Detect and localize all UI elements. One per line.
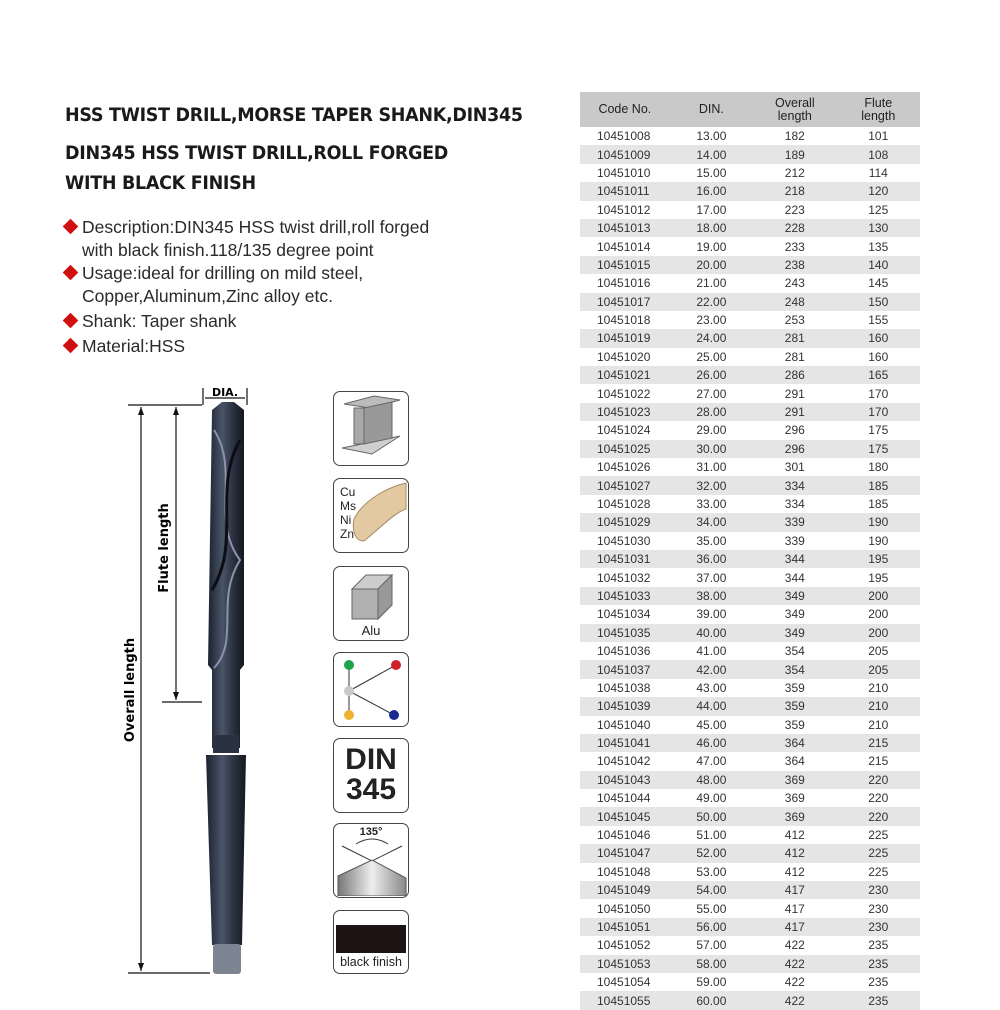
flute-length-cell: 235 [837, 991, 920, 1009]
overall-length-cell: 281 [784, 349, 805, 364]
flute-length-cell: 175 [868, 423, 889, 438]
table-row [580, 936, 920, 954]
code-cell: 10451009 [580, 145, 670, 163]
din-cell: 36.00 [670, 550, 753, 568]
code-cell: 10451033 [580, 587, 670, 605]
table-row [580, 642, 920, 660]
overall-length-cell: 349 [753, 624, 836, 642]
table-row [580, 587, 920, 605]
flute-length-cell: 230 [837, 881, 920, 899]
table-row [580, 182, 920, 200]
flute-length-cell: 185 [868, 497, 889, 511]
table-row [580, 716, 920, 734]
angle-label: 135° [359, 826, 383, 838]
overall-length-cell: 369 [753, 807, 836, 825]
flute-length-cell: 225 [837, 844, 920, 862]
code-cell: 10451032 [597, 570, 651, 585]
table-row [580, 752, 920, 770]
table-row [580, 495, 920, 513]
din-cell: 44.00 [670, 697, 753, 715]
overall-length-cell: 253 [784, 313, 805, 328]
code-cell: 10451026 [597, 460, 651, 475]
overall-length-cell: 212 [784, 165, 805, 180]
code-cell: 10451049 [580, 881, 670, 899]
table-row [580, 219, 920, 237]
din-cell: 27.00 [696, 386, 727, 401]
overall-length-cell: 422 [784, 938, 805, 953]
code-cell: 10451047 [580, 844, 670, 862]
flute-length-cell: 200 [868, 607, 889, 622]
code-cell: 10451013 [580, 219, 670, 237]
din-cell: 30.00 [670, 440, 753, 458]
table-row [580, 440, 920, 458]
overall-length-cell: 422 [784, 975, 805, 990]
flute-length-cell: 235 [868, 938, 889, 953]
header-flute-length: Flute length [837, 92, 920, 127]
din-cell: 20.00 [670, 256, 753, 274]
metal-zn: Zn [340, 527, 355, 541]
flute-length-label: Flute length [157, 503, 172, 593]
overall-length-cell: 339 [784, 533, 805, 548]
alu-label: Alu [361, 623, 381, 638]
din-cell: 51.00 [696, 828, 727, 843]
din-cell: 15.00 [696, 165, 727, 180]
din-cell: 58.00 [670, 955, 753, 973]
code-cell: 10451019 [580, 329, 670, 347]
overall-length-cell: 354 [784, 644, 805, 659]
table-row [580, 844, 920, 862]
flute-length-cell: 195 [837, 550, 920, 568]
metal-ms: Ms [340, 499, 356, 513]
din-number: 345 [345, 773, 397, 806]
table-row [580, 403, 920, 421]
din-cell: 40.00 [670, 624, 753, 642]
flute-length-cell: 145 [868, 276, 889, 291]
din-cell: 25.00 [696, 349, 727, 364]
table-row [580, 899, 920, 917]
table-row [580, 348, 920, 366]
din-cell: 31.00 [696, 460, 727, 475]
code-cell: 10451016 [597, 276, 651, 291]
table-row [580, 881, 920, 899]
table-row [580, 955, 920, 973]
table-row [580, 164, 920, 182]
code-cell: 10451011 [580, 182, 670, 200]
din-cell: 47.00 [696, 754, 727, 769]
din-cell: 21.00 [696, 276, 727, 291]
code-cell: 10451028 [597, 497, 651, 511]
overall-length-cell: 364 [784, 754, 805, 769]
flute-length-cell: 130 [837, 219, 920, 237]
code-cell: 10451050 [597, 901, 651, 916]
code-cell: 10451037 [580, 660, 670, 678]
din-cell: 16.00 [670, 182, 753, 200]
code-cell: 10451053 [580, 955, 670, 973]
table-row [580, 329, 920, 347]
steel-beam-icon [333, 391, 409, 466]
din-cell: 13.00 [696, 129, 727, 144]
code-cell: 10451054 [597, 975, 651, 990]
code-cell: 10451031 [580, 550, 670, 568]
code-cell: 10451022 [597, 386, 651, 401]
metal-list [340, 485, 356, 541]
table-row [580, 605, 920, 623]
code-cell: 10451018 [597, 313, 651, 328]
code-cell: 10451017 [580, 293, 670, 311]
code-cell: 10451029 [580, 513, 670, 531]
din-cell: 43.00 [696, 680, 727, 695]
code-cell: 10451030 [597, 533, 651, 548]
code-cell: 10451051 [580, 918, 670, 936]
table-row [580, 532, 920, 550]
code-cell: 10451038 [597, 680, 651, 695]
table-row [580, 421, 920, 439]
table-row [580, 237, 920, 255]
table-row [580, 734, 920, 752]
overall-length-cell: 344 [753, 550, 836, 568]
din-cell: 45.00 [696, 717, 727, 732]
code-cell: 10451008 [597, 129, 651, 144]
code-cell: 10451023 [580, 403, 670, 421]
overall-length-cell: 417 [784, 901, 805, 916]
bullet-text: Material:HSS [82, 336, 186, 356]
overall-length-cell: 238 [753, 256, 836, 274]
flute-length-cell: 200 [837, 587, 920, 605]
overall-length-cell: 291 [784, 386, 805, 401]
flute-length-cell: 150 [837, 293, 920, 311]
code-cell: 10451039 [580, 697, 670, 715]
bullet-text-cont: with black finish.118/135 degree point [82, 240, 374, 260]
overall-length-cell: 422 [753, 991, 836, 1009]
flute-length-cell: 205 [837, 660, 920, 678]
table-row [580, 789, 920, 807]
din-cell: 39.00 [696, 607, 727, 622]
din-cell: 48.00 [670, 771, 753, 789]
table-header [580, 92, 920, 127]
overall-length-cell: 223 [784, 202, 805, 217]
flute-length-cell: 135 [868, 239, 889, 254]
finish-label: black finish [340, 955, 402, 969]
table-row [580, 366, 920, 384]
flute-length-cell: 175 [837, 440, 920, 458]
code-cell: 10451055 [580, 991, 670, 1009]
flute-length-cell: 235 [837, 955, 920, 973]
din-cell: 29.00 [696, 423, 727, 438]
flute-length-cell: 140 [837, 256, 920, 274]
code-cell: 10451048 [597, 864, 651, 879]
drill-diagram [0, 0, 330, 1000]
overall-length-cell: 422 [753, 955, 836, 973]
overall-length-cell: 412 [753, 844, 836, 862]
code-cell: 10451041 [580, 734, 670, 752]
table-row [580, 568, 920, 586]
table-row [580, 458, 920, 476]
code-cell: 10451014 [597, 239, 651, 254]
flute-length-cell: 205 [868, 644, 889, 659]
overall-length-cell: 412 [784, 828, 805, 843]
code-cell: 10451045 [580, 807, 670, 825]
table-row [580, 807, 920, 825]
title-line-1: HSS TWIST DRILL,MORSE TAPER SHANK,DIN345 [65, 105, 523, 127]
code-cell: 10451012 [597, 202, 651, 217]
overall-length-cell: 359 [784, 680, 805, 695]
bullet-text-cont: Copper,Aluminum,Zinc alloy etc. [82, 286, 333, 306]
flute-length-cell: 170 [837, 403, 920, 421]
point-angle-icon [333, 823, 409, 898]
aluminum-profile-icon [333, 566, 409, 641]
flute-length-cell: 220 [837, 771, 920, 789]
flute-length-cell: 180 [868, 460, 889, 475]
overall-length-cell: 228 [753, 219, 836, 237]
din-cell: 46.00 [670, 734, 753, 752]
overall-length-cell: 364 [753, 734, 836, 752]
code-cell: 10451052 [597, 938, 651, 953]
overall-length-cell: 349 [753, 587, 836, 605]
din-cell: 53.00 [696, 864, 727, 879]
overall-length-cell: 189 [753, 145, 836, 163]
din-cell: 18.00 [670, 219, 753, 237]
flute-length-cell: 215 [868, 754, 889, 769]
din-cell: 33.00 [696, 497, 727, 511]
code-cell: 10451035 [580, 624, 670, 642]
din-cell: 59.00 [696, 975, 727, 990]
nonferrous-metals-icon [333, 478, 409, 553]
flute-length-cell: 210 [868, 680, 889, 695]
code-cell: 10451046 [597, 828, 651, 843]
flute-length-cell: 230 [837, 918, 920, 936]
code-cell: 10451044 [597, 791, 651, 806]
flute-length-cell: 160 [837, 329, 920, 347]
overall-length-cell: 339 [753, 513, 836, 531]
overall-length-cell: 369 [753, 771, 836, 789]
table-row [580, 476, 920, 494]
table-row [580, 256, 920, 274]
din-cell: 28.00 [670, 403, 753, 421]
table-row [580, 624, 920, 642]
flute-length-cell: 230 [868, 901, 889, 916]
din-cell: 55.00 [696, 901, 727, 916]
code-cell: 10451043 [580, 771, 670, 789]
flute-length-cell: 190 [868, 533, 889, 548]
code-cell: 10451042 [597, 754, 651, 769]
overall-length-cell: 301 [784, 460, 805, 475]
overall-length-cell: 369 [784, 791, 805, 806]
flute-length-cell: 190 [837, 513, 920, 531]
din-cell: 22.00 [670, 293, 753, 311]
title-line-2: DIN345 HSS TWIST DRILL,ROLL FORGED [65, 143, 449, 165]
overall-length-cell: 344 [784, 570, 805, 585]
drill-bit-image [206, 402, 246, 974]
flute-length-cell: 160 [868, 349, 889, 364]
flute-length-cell: 155 [868, 313, 889, 328]
overall-length-cell: 296 [753, 440, 836, 458]
flute-length-cell: 210 [837, 697, 920, 715]
title-line-3: WITH BLACK FINISH [65, 173, 256, 195]
table-row [580, 826, 920, 844]
overall-length-cell: 218 [753, 182, 836, 200]
table-row [580, 311, 920, 329]
code-cell: 10451036 [597, 644, 651, 659]
flute-length-cell: 114 [868, 165, 888, 180]
din-cell: 19.00 [696, 239, 727, 254]
code-cell: 10451024 [597, 423, 651, 438]
flute-length-cell: 120 [837, 182, 920, 200]
flute-length-cell: 210 [868, 717, 889, 732]
overall-length-cell: 291 [753, 403, 836, 421]
overall-length-cell: 354 [753, 660, 836, 678]
flute-length-cell: 101 [868, 129, 889, 144]
din-cell: 50.00 [670, 807, 753, 825]
overall-length-cell: 412 [784, 864, 805, 879]
overall-length-cell: 248 [753, 293, 836, 311]
flute-length-cell: 195 [868, 570, 889, 585]
din-cell: 41.00 [696, 644, 727, 659]
din-cell: 14.00 [670, 145, 753, 163]
metal-cu: Cu [340, 485, 356, 499]
overall-length-cell: 334 [784, 497, 805, 511]
din-cell: 24.00 [670, 329, 753, 347]
overall-length-cell: 296 [784, 423, 805, 438]
din-cell: 56.00 [670, 918, 753, 936]
bullet-text: Description:DIN345 HSS twist drill,roll forged [82, 217, 430, 237]
table-row [580, 973, 920, 991]
table-row [580, 918, 920, 936]
overall-length-cell: 417 [753, 918, 836, 936]
din-cell: 60.00 [670, 991, 753, 1009]
table-row [580, 550, 920, 568]
flute-length-cell: 170 [868, 386, 889, 401]
overall-length-cell: 334 [753, 476, 836, 494]
overall-length-cell: 281 [753, 329, 836, 347]
din-cell: 57.00 [696, 938, 727, 953]
code-cell: 10451034 [597, 607, 651, 622]
din-cell: 34.00 [670, 513, 753, 531]
flute-length-cell: 200 [837, 624, 920, 642]
din-cell: 52.00 [670, 844, 753, 862]
overall-length-label: Overall length [123, 637, 138, 743]
code-cell: 10451025 [580, 440, 670, 458]
bullet-text: Usage:ideal for drilling on mild steel, [82, 263, 364, 283]
din-cell: 49.00 [696, 791, 727, 806]
overall-length-cell: 417 [753, 881, 836, 899]
din-cell: 26.00 [670, 366, 753, 384]
bullet-text: Shank: Taper shank [82, 311, 237, 331]
table-row [580, 384, 920, 402]
code-cell: 10451020 [597, 349, 651, 364]
overall-length-cell: 243 [784, 276, 805, 291]
code-cell: 10451040 [597, 717, 651, 732]
metal-ni: Ni [340, 513, 352, 527]
din-cell: 32.00 [670, 476, 753, 494]
din-cell: 37.00 [696, 570, 727, 585]
flute-length-cell: 220 [868, 791, 889, 806]
din-cell: 35.00 [696, 533, 727, 548]
din-cell: 17.00 [696, 202, 727, 217]
code-cell: 10451010 [597, 165, 651, 180]
table-row [580, 274, 920, 292]
din-cell: 38.00 [670, 587, 753, 605]
code-cell: 10451021 [580, 366, 670, 384]
dia-label: DIA. [211, 386, 239, 399]
header-code: Code No. [580, 92, 670, 127]
table-row [580, 127, 920, 145]
code-cell: 10451027 [580, 476, 670, 494]
header-din: DIN. [670, 92, 753, 127]
din-cell: 23.00 [696, 313, 727, 328]
din345-badge [333, 738, 409, 813]
din-cell: 42.00 [670, 660, 753, 678]
spec-table [580, 92, 920, 1010]
table-row [580, 991, 920, 1009]
table-row [580, 513, 920, 531]
din-cell: 54.00 [670, 881, 753, 899]
flute-length-cell: 125 [868, 202, 889, 217]
overall-length-cell: 359 [784, 717, 805, 732]
header-overall-length: Overall length [753, 92, 836, 127]
table-row [580, 697, 920, 715]
table-row [580, 201, 920, 219]
alloy-structure-icon [333, 652, 409, 727]
table-row [580, 863, 920, 881]
overall-length-cell: 359 [753, 697, 836, 715]
overall-length-cell: 182 [784, 129, 805, 144]
overall-length-cell: 349 [784, 607, 805, 622]
table-row [580, 293, 920, 311]
flute-length-cell: 225 [868, 864, 889, 879]
overall-length-cell: 233 [784, 239, 805, 254]
flute-length-cell: 235 [868, 975, 889, 990]
black-swatch [336, 925, 406, 953]
flute-length-cell: 108 [837, 145, 920, 163]
code-cell: 10451015 [580, 256, 670, 274]
black-finish-icon [333, 910, 409, 974]
flute-length-cell: 215 [837, 734, 920, 752]
din-text: DIN [345, 743, 397, 776]
overall-length-cell: 286 [753, 366, 836, 384]
table-row [580, 145, 920, 163]
table-row [580, 679, 920, 697]
flute-length-cell: 185 [837, 476, 920, 494]
table-row [580, 771, 920, 789]
table-row [580, 660, 920, 678]
flute-length-cell: 220 [837, 807, 920, 825]
flute-length-cell: 225 [868, 828, 889, 843]
flute-length-cell: 165 [837, 366, 920, 384]
